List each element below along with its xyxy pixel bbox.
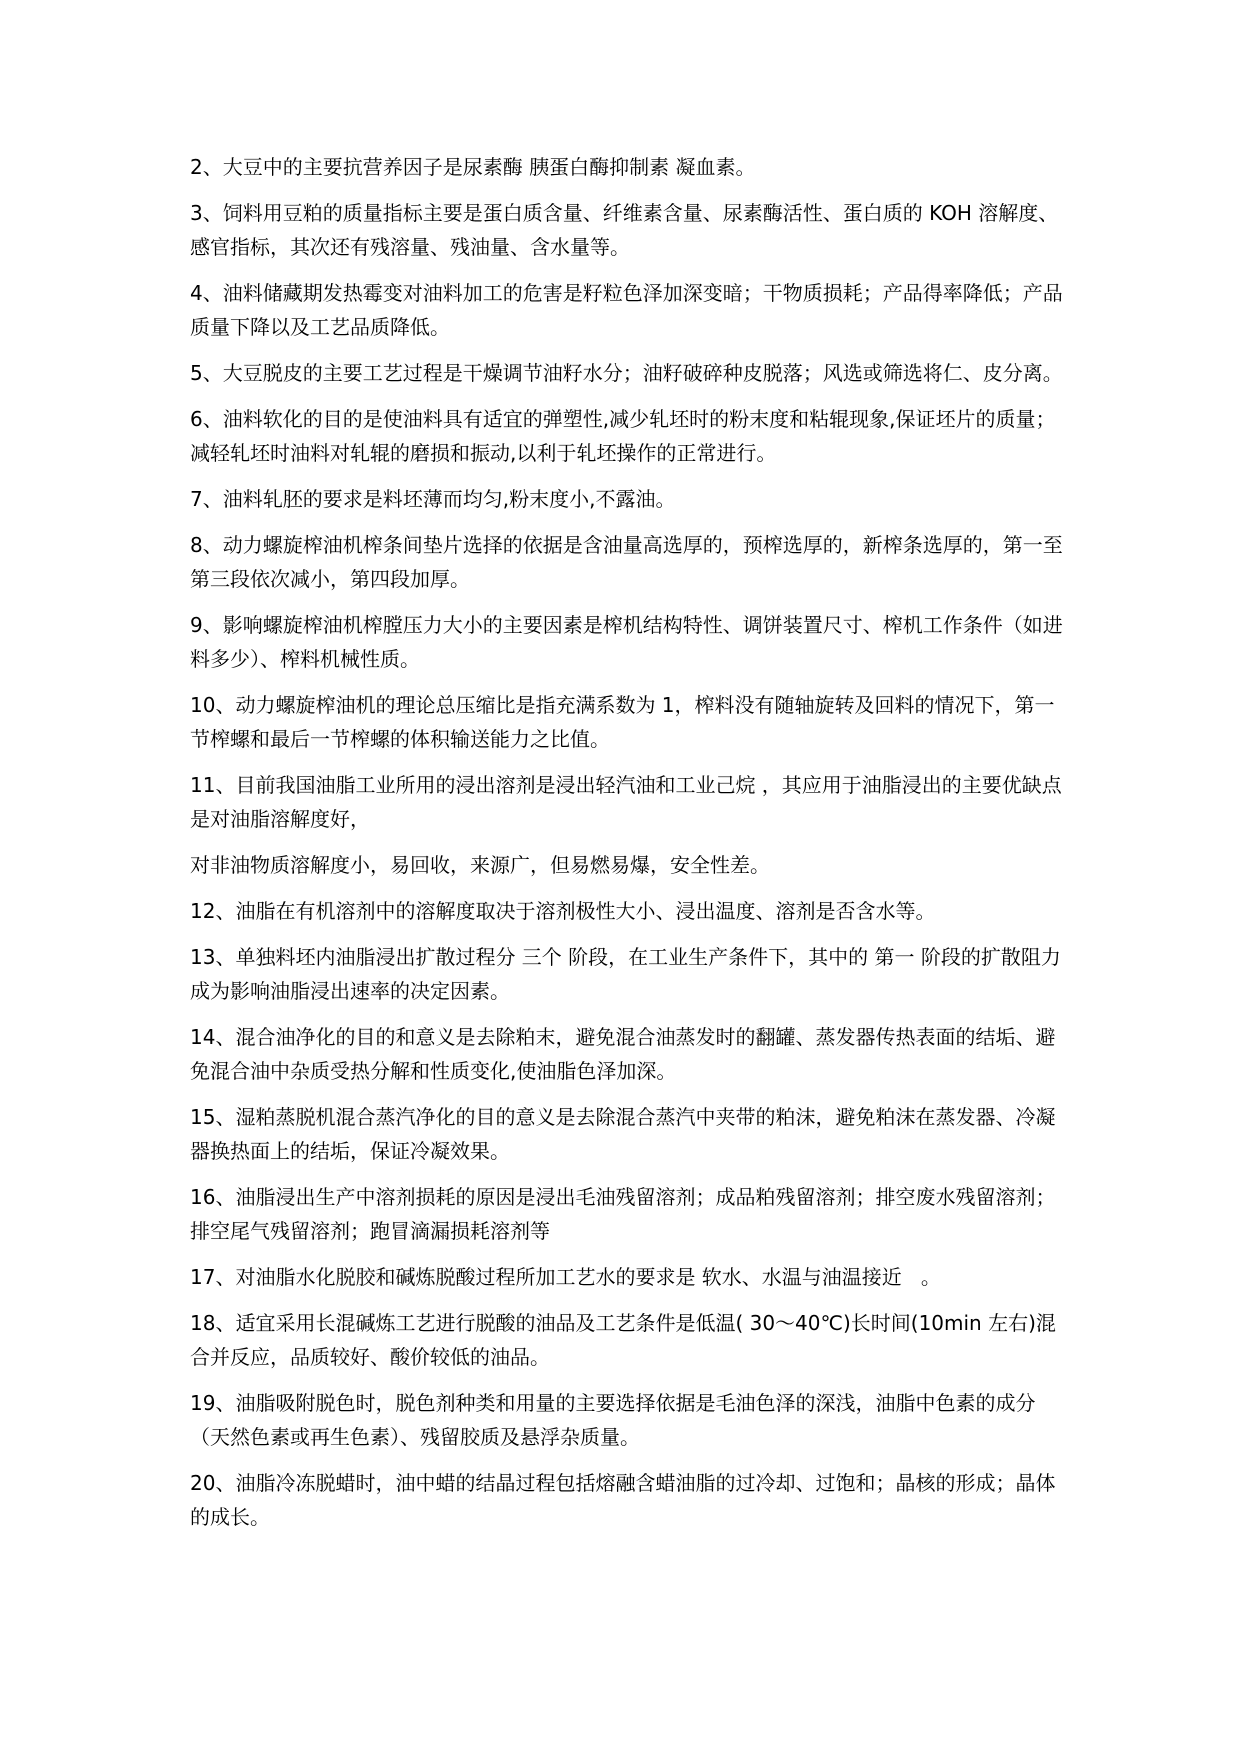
paragraph-4: 4、油料储藏期发热霉变对油料加工的危害是籽粒色泽加深变暗；干物质损耗；产品得率降低；产品质量下降以及工艺品质降低。 bbox=[190, 281, 1063, 339]
paragraph-10: 10、动力螺旋榨油机的理论总压缩比是指充满系数为 1，榨料没有随轴旋转及回料的情况下，第一节榨螺和最后一节榨螺的体积输送能力之比值。 bbox=[190, 693, 1055, 751]
paragraph-19: 19、油脂吸附脱色时，脱色剂种类和用量的主要选择依据是毛油色泽的深浅，油脂中色素的成分（天然色素或再生色素）、残留胶质及悬浮杂质量。 bbox=[190, 1391, 1036, 1449]
paragraph-20: 20、油脂冷冻脱蜡时，油中蜡的结晶过程包括熔融含蜡油脂的过冷却、过饱和；晶核的形成；晶体的成长。 bbox=[190, 1471, 1056, 1529]
document-body bbox=[190, 150, 1065, 1546]
paragraph-11-continued: 对非油物质溶解度小，易回收，来源广，但易燃易爆，安全性差。 bbox=[190, 853, 770, 877]
paragraph-3: 3、饲料用豆粕的质量指标主要是蛋白质含量、纤维素含量、尿素酶活性、蛋白质的 KOH 溶解度、感官指标，其次还有残溶量、残油量、含水量等。 bbox=[190, 201, 1059, 259]
paragraph-17: 17、对油脂水化脱胶和碱炼脱酸过程所加工艺水的要求是 软水、水温与油温接近 。 bbox=[190, 1265, 941, 1289]
paragraph-13: 13、单独料坯内油脂浸出扩散过程分 三个 阶段，在工业生产条件下，其中的 第一 阶段的扩散阻力成为影响油脂浸出速率的决定因素。 bbox=[190, 945, 1061, 1003]
paragraph-7: 7、油料轧胚的要求是料坯薄而均匀,粉末度小,不露油。 bbox=[190, 487, 676, 511]
paragraph-5: 5、大豆脱皮的主要工艺过程是干燥调节油籽水分；油籽破碎种皮脱落；风选或筛选将仁、皮分离。 bbox=[190, 361, 1063, 385]
paragraph-14: 14、混合油净化的目的和意义是去除粕末，避免混合油蒸发时的翻罐、蒸发器传热表面的结垢、避免混合油中杂质受热分解和性质变化,使油脂色泽加深。 bbox=[190, 1025, 1056, 1083]
paragraph-16: 16、油脂浸出生产中溶剂损耗的原因是浸出毛油残留溶剂；成品粕残留溶剂；排空废水残留溶剂；排空尾气残留溶剂；跑冒滴漏损耗溶剂等 bbox=[190, 1185, 1056, 1243]
paragraph-11: 11、目前我国油脂工业所用的浸出溶剂是浸出轻汽油和工业己烷 ，其应用于油脂浸出的主要优缺点是对油脂溶解度好， bbox=[190, 773, 1062, 831]
paragraph-15: 15、湿粕蒸脱机混合蒸汽净化的目的意义是去除混合蒸汽中夹带的粕沫，避免粕沫在蒸发器、冷凝器换热面上的结垢，保证冷凝效果。 bbox=[190, 1105, 1056, 1163]
paragraph-8: 8、动力螺旋榨油机榨条间垫片选择的依据是含油量高选厚的，预榨选厚的，新榨条选厚的，第一至第三段依次减小，第四段加厚。 bbox=[190, 533, 1063, 591]
paragraph-6: 6、油料软化的目的是使油料具有适宜的弹塑性,减少轧坯时的粉末度和粘辊现象,保证坯片的质量；减轻轧坯时油料对轧辊的磨损和振动,以利于轧坯操作的正常进行。 bbox=[190, 407, 1056, 465]
paragraph-9: 9、影响螺旋榨油机榨膛压力大小的主要因素是榨机结构特性、调饼装置尺寸、榨机工作条件（如进料多少）、榨料机械性质。 bbox=[190, 613, 1063, 671]
paragraph-12: 12、油脂在有机溶剂中的溶解度取决于溶剂极性大小、浸出温度、溶剂是否含水等。 bbox=[190, 899, 936, 923]
paragraph-18: 18、适宜采用长混碱炼工艺进行脱酸的油品及工艺条件是低温( 30～40℃)长时间(10min 左右)混合并反应，品质较好、酸价较低的油品。 bbox=[190, 1311, 1056, 1369]
paragraph-2: 2、大豆中的主要抗营养因子是尿素酶 胰蛋白酶抑制素 凝血素。 bbox=[190, 155, 756, 179]
